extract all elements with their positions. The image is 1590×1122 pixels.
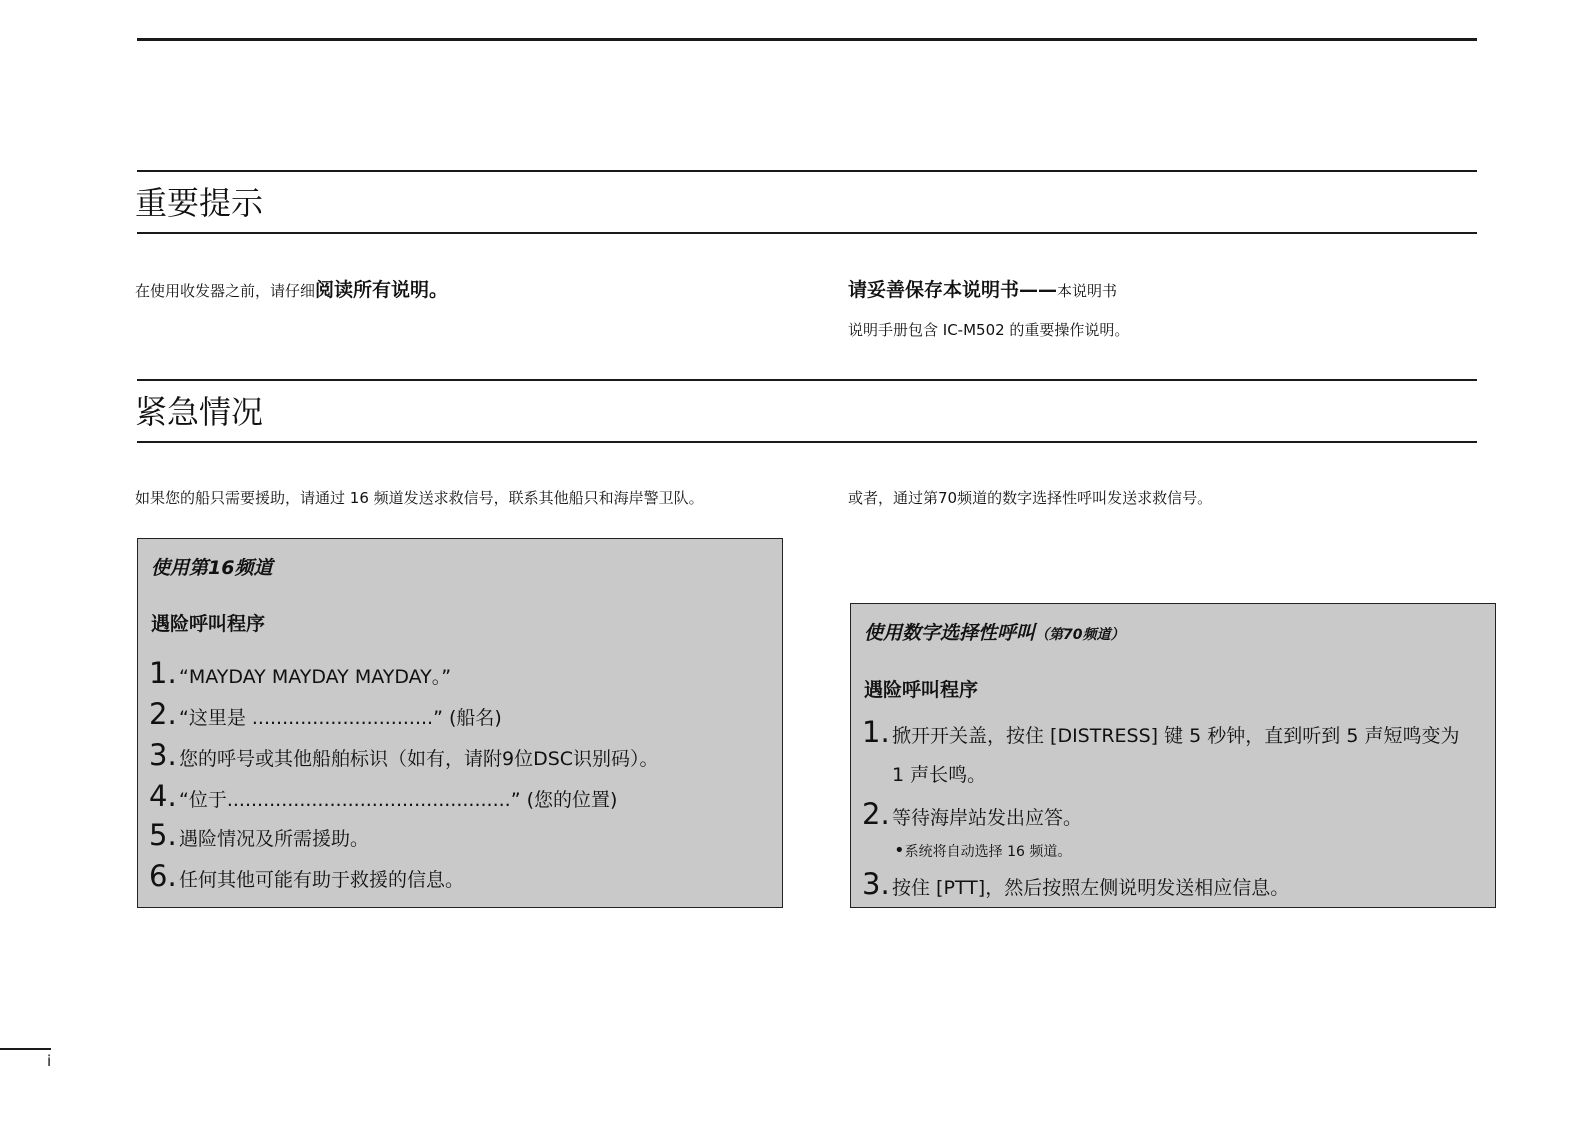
procedure-step [149, 738, 659, 772]
section-heading-important: 重要提示 [135, 184, 264, 222]
step-text: “MAYDAY MAYDAY MAYDAY。” [179, 666, 452, 688]
box-title-channel: （第70频道） [1035, 627, 1125, 643]
emergency-channel16-text: 如果您的船只需要援助，请通过 16 频道发送求救信号，联系其他船只和海岸警卫队。 [135, 489, 704, 507]
step-number: 3. [149, 738, 177, 772]
section-rule [137, 232, 1477, 234]
procedure-step-continued: 1 声长鸣。 [892, 764, 987, 786]
procedure-step [862, 715, 1459, 749]
emergency-dsc-text: 或者，通过第70频道的数字选择性呼叫发送求救信号。 [848, 489, 1213, 507]
step-number: 2. [862, 797, 890, 831]
section-rule [137, 379, 1477, 381]
section-heading-emergency: 紧急情况 [135, 393, 264, 431]
page-number: i [47, 1052, 52, 1070]
box-title: 使用第16频道 [151, 557, 273, 579]
step-text: 掀开开关盖，按住 [DISTRESS] 键 5 秒钟，直到听到 5 声短鸣变为 [892, 725, 1460, 747]
keep-manual-plain: 本说明书 [1057, 282, 1118, 300]
step-number: 1. [862, 715, 890, 749]
top-rule [137, 38, 1477, 41]
dsc-procedure-box [850, 603, 1496, 908]
step-text: “这里是 ..............................” (船名) [179, 707, 502, 729]
step-text: 按住 [PTT]，然后按照左侧说明发送相应信息。 [892, 877, 1290, 899]
procedure-step [149, 818, 369, 852]
channel16-procedure-box [137, 538, 783, 908]
step-number: 4. [149, 779, 177, 813]
procedure-step [149, 779, 617, 813]
box-subtitle: 遇险呼叫程序 [864, 679, 979, 701]
box-title-main: 使用数字选择性呼叫 [864, 622, 1036, 644]
procedure-step [149, 697, 502, 731]
step-text: 您的呼号或其他船舶标识（如有，请附9位DSC识别码）。 [179, 748, 659, 770]
step-text: 任何其他可能有助于救援的信息。 [179, 869, 465, 891]
procedure-step [149, 859, 464, 893]
step-number: 3. [862, 867, 890, 901]
note-text: 系统将自动选择 16 频道。 [904, 844, 1072, 860]
section-rule [137, 441, 1477, 443]
step-number: 6. [149, 859, 177, 893]
page-number-rule [0, 1048, 51, 1050]
read-instructions-text [135, 280, 448, 301]
procedure-step [149, 656, 451, 690]
bullet-icon: • [894, 840, 905, 861]
procedure-step [862, 867, 1289, 901]
section-rule [137, 170, 1477, 172]
box-subtitle: 遇险呼叫程序 [151, 613, 266, 635]
step-text: 等待海岸站发出应答。 [892, 807, 1083, 829]
step-number: 5. [149, 818, 177, 852]
read-instructions-bold: 阅读所有说明。 [315, 279, 449, 301]
step-number: 1. [149, 656, 177, 690]
procedure-note [894, 840, 1071, 861]
step-text: 遇险情况及所需援助。 [179, 828, 370, 850]
manual-contents-text: 说明手册包含 IC-M502 的重要操作说明。 [848, 321, 1130, 339]
step-text: “位于...............................................” (您的位置) [179, 789, 618, 811]
keep-manual-text [848, 280, 1117, 301]
procedure-step [862, 797, 1082, 831]
step-number: 2. [149, 697, 177, 731]
keep-manual-bold: 请妥善保存本说明书—— [848, 279, 1058, 301]
read-instructions-plain: 在使用收发器之前，请仔细 [135, 282, 316, 300]
box-title [864, 618, 1125, 645]
